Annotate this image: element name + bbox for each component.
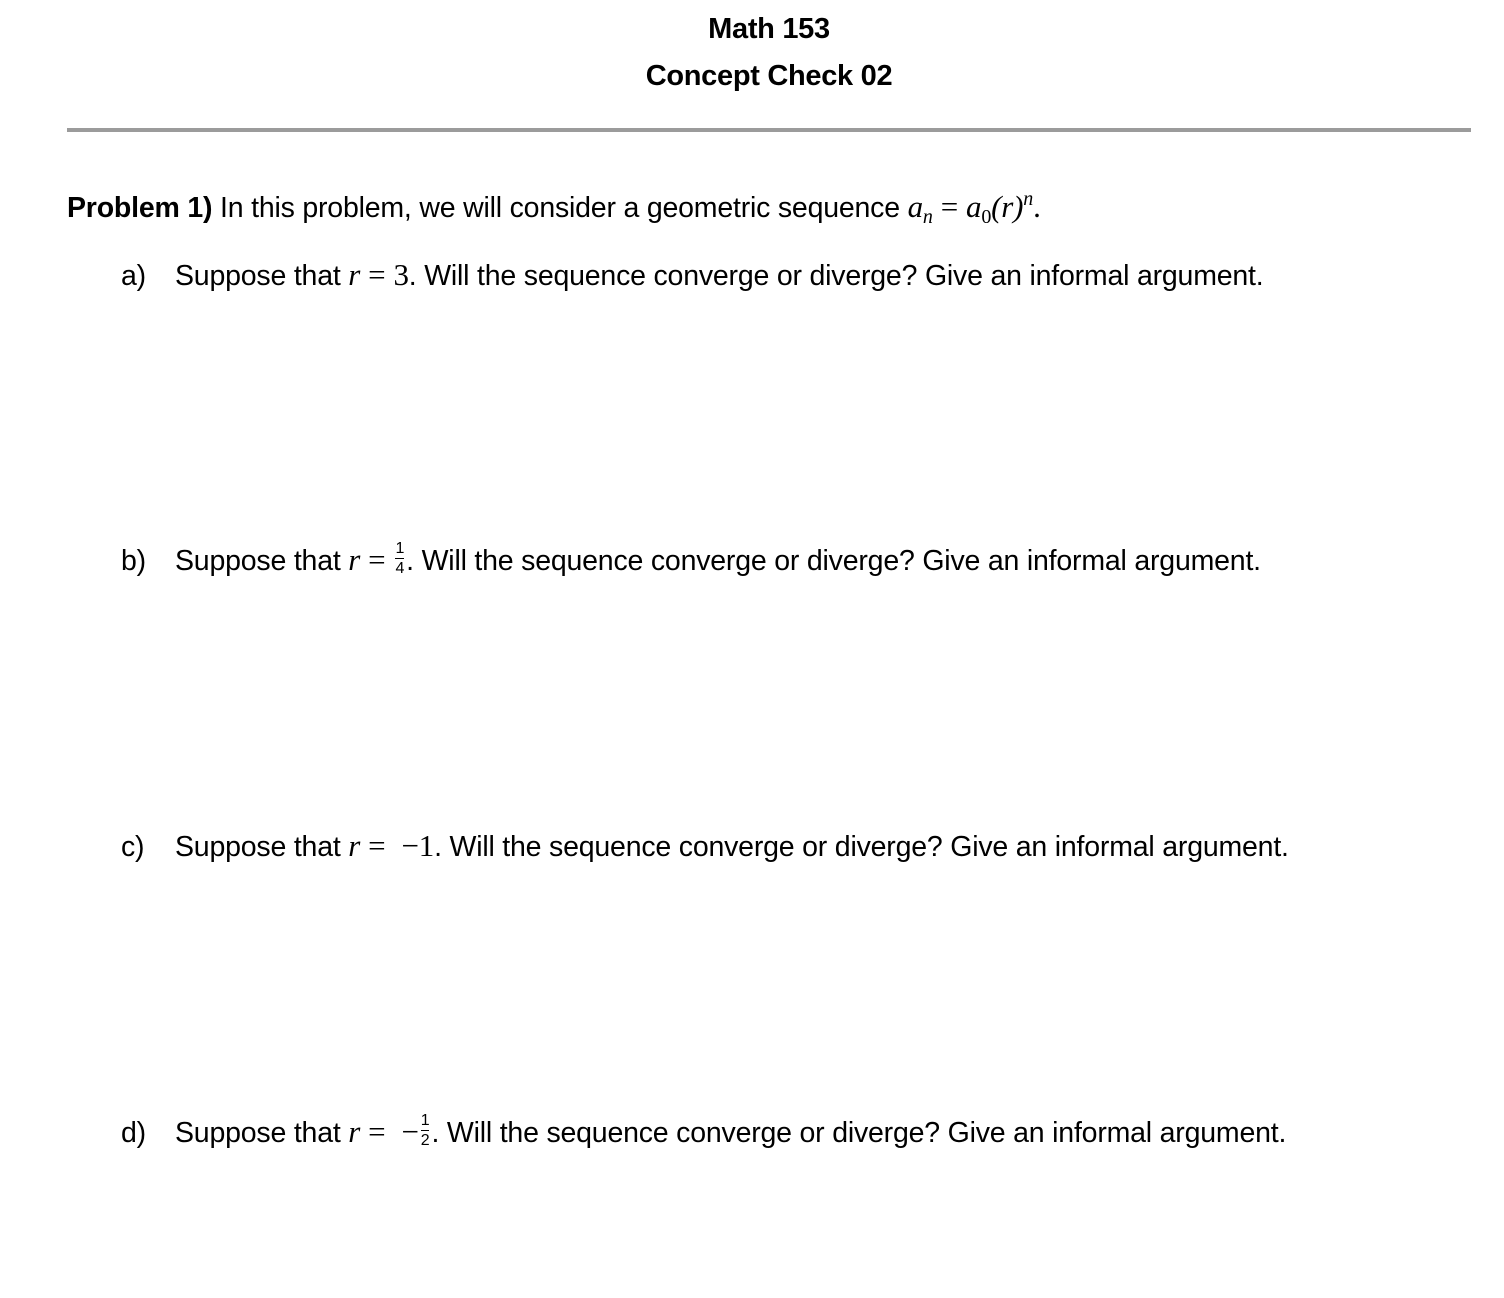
question-condition: r = −1 xyxy=(348,828,435,863)
fraction: $\frac{1}{4}$ xyxy=(395,539,405,578)
question-text: . Will the sequence converge or diverge? Give an informal argument. xyxy=(406,545,1261,577)
question-lead: Suppose that xyxy=(175,831,349,863)
question-c xyxy=(121,828,1289,865)
problem-intro: In this problem, we will consider a geometric sequence xyxy=(212,192,908,224)
assignment-title: Concept Check 02 xyxy=(645,60,893,92)
question-condition: r = − xyxy=(348,1114,419,1149)
question-letter: d) xyxy=(121,1117,146,1149)
question-condition: r = xyxy=(348,542,386,577)
fraction: $\frac{1}{2}$ xyxy=(420,1111,430,1150)
question-condition: r = 3 xyxy=(348,257,409,292)
question-lead: Suppose that xyxy=(175,260,349,292)
question-text: . Will the sequence converge or diverge? Give an informal argument. xyxy=(408,260,1264,292)
problem-label: Problem 1) xyxy=(67,192,213,224)
question-letter: c) xyxy=(121,831,145,863)
problem-statement xyxy=(67,181,1041,235)
question-letter: b) xyxy=(121,545,146,577)
question-text: . Will the sequence converge or diverge? Give an informal argument. xyxy=(434,831,1289,863)
question-lead: Suppose that xyxy=(175,545,349,577)
question-d xyxy=(121,1111,1287,1153)
question-a xyxy=(121,257,1264,294)
sequence-formula: $a_n = a0(r)^n$. xyxy=(907,188,1041,228)
question-b xyxy=(121,539,1261,581)
question-letter: a) xyxy=(121,260,146,292)
header-divider xyxy=(67,128,1471,132)
question-text: . Will the sequence converge or diverge? Give an informal argument. xyxy=(431,1117,1287,1149)
question-lead: Suppose that xyxy=(175,1117,349,1149)
course-title: Math 153 xyxy=(708,13,830,45)
